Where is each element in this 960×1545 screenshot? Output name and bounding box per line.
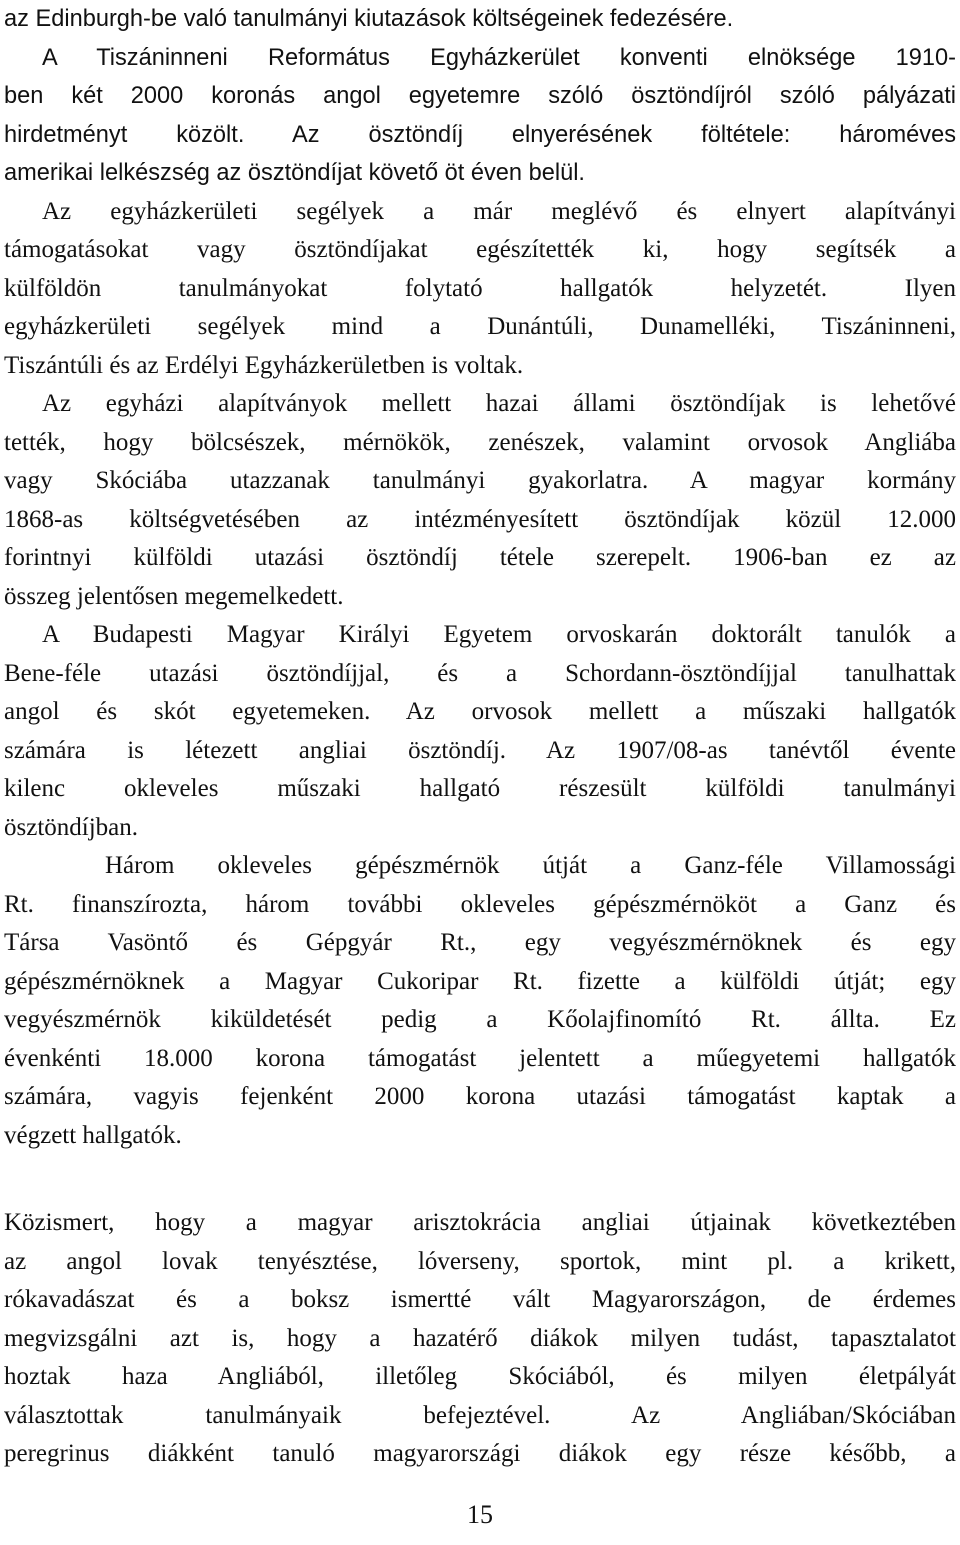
text-line: amerikai lelkészség az ösztöndíjat követő öt éven belül. (4, 160, 585, 186)
text-line: az angol lovak tenyésztése, lóverseny, sportok, mint pl. a krikett, (4, 1247, 956, 1275)
text-line: összeg jelentősen megemelkedett. (4, 582, 344, 610)
text-line: vagy Skóciába utazzanak tanulmányi gyakorlatra. A magyar kormány (4, 467, 956, 494)
text-line: Három okleveles gépészmérnök útját a Ganz-féle Villamossági (105, 852, 956, 879)
text-line: tették, hogy bölcsészek, mérnökök, zenészek, valamint orvosok Angliába (4, 428, 956, 456)
text-line: hoztak haza Angliából, illetőleg Skóciából, és milyen életpályát (4, 1363, 956, 1390)
page-number: 15 (467, 1500, 493, 1529)
text-line: egyházkerületi segélyek mind a Dunántúli, Dunamelléki, Tiszáninneni, (4, 313, 956, 340)
text-line: választottak tanulmányaik befejeztével. Az Angliában/Skóciában (4, 1401, 956, 1429)
text-line: 1868-as költségvetésében az intézményesített ösztöndíjak közül 12.000 (4, 505, 956, 533)
text-line: ösztöndíjban. (4, 813, 139, 841)
text-line: számára, vagyis fejenként 2000 korona utazási támogatást kaptak a (4, 1083, 956, 1110)
text-line: Bene-féle utazási ösztöndíjjal, és a Schordann-ösztöndíjjal tanulhattak (4, 659, 956, 687)
text-line: peregrinus diákként tanuló magyarországi diákok egy része később, a (4, 1440, 956, 1467)
text-line: külföldön tanulmányokat folytató hallgatók helyzetét. Ilyen (4, 274, 956, 302)
text-line: évenkénti 18.000 korona támogatást jelentett a műegyetemi hallgatók (4, 1044, 956, 1072)
text-line: A Budapesti Magyar Királyi Egyetem orvoskarán doktorált tanulók a (42, 621, 956, 648)
text-line: A Tiszáninneni Református Egyházkerület konventi elnöksége 1910- (42, 44, 956, 71)
text-line: Rt. finanszírozta, három további okleveles gépészmérnököt a Ganz és (4, 890, 956, 918)
text-line: Tiszántúli és az Erdélyi Egyházkerületben is voltak. (4, 351, 524, 379)
text-line: angol és skót egyetemeken. Az orvosok mellett a műszaki hallgatók (4, 698, 956, 725)
text-line: ben két 2000 koronás angol egyetemre szóló ösztöndíjról szóló pályázati (4, 83, 956, 109)
text-line: gépészmérnöknek a Magyar Cukoripar Rt. fizette a külföldi útját; egy (4, 967, 956, 995)
text-line: forintnyi külföldi utazási ösztöndíj tétele szerepelt. 1906-ban ez az (4, 544, 956, 571)
text-line: Az egyházkerületi segélyek a már meglévő és elnyert alapítványi (42, 197, 956, 225)
text-line: Társa Vasöntő és Gépgyár Rt., egy vegyészmérnöknek és egy (4, 929, 956, 956)
text-line: támogatásokat vagy ösztöndíjakat egészítették ki, hogy segítsék a (4, 236, 956, 263)
text-line: rókavadászat és a boksz ismertté vált Magyarországon, de érdemes (4, 1286, 956, 1313)
text-line: hirdetményt közölt. Az ösztöndíj elnyerésének föltétele: hároméves (4, 121, 956, 148)
text-line: Közismert, hogy a magyar arisztokrácia angliai útjainak következtében (4, 1209, 956, 1236)
text-line: Az egyházi alapítványok mellett hazai állami ösztöndíjak is lehetővé (42, 390, 956, 417)
text-line: számára is létezett angliai ösztöndíj. Az 1907/08-as tanévtől évente (4, 736, 956, 764)
text-line: vegyészmérnök kiküldetését pedig a Kőolajfinomító Rt. állta. Ez (4, 1006, 956, 1033)
text-line: végzett hallgatók. (4, 1121, 182, 1149)
text-line: megvizsgálni azt is, hogy a hazatérő diákok milyen tudást, tapasztalatot (4, 1324, 956, 1352)
text-line: kilenc okleveles műszaki hallgató részesült külföldi tanulmányi (4, 775, 956, 802)
text-line: az Edinburgh-be való tanulmányi kiutazások költségeinek fedezésére. (4, 6, 734, 32)
